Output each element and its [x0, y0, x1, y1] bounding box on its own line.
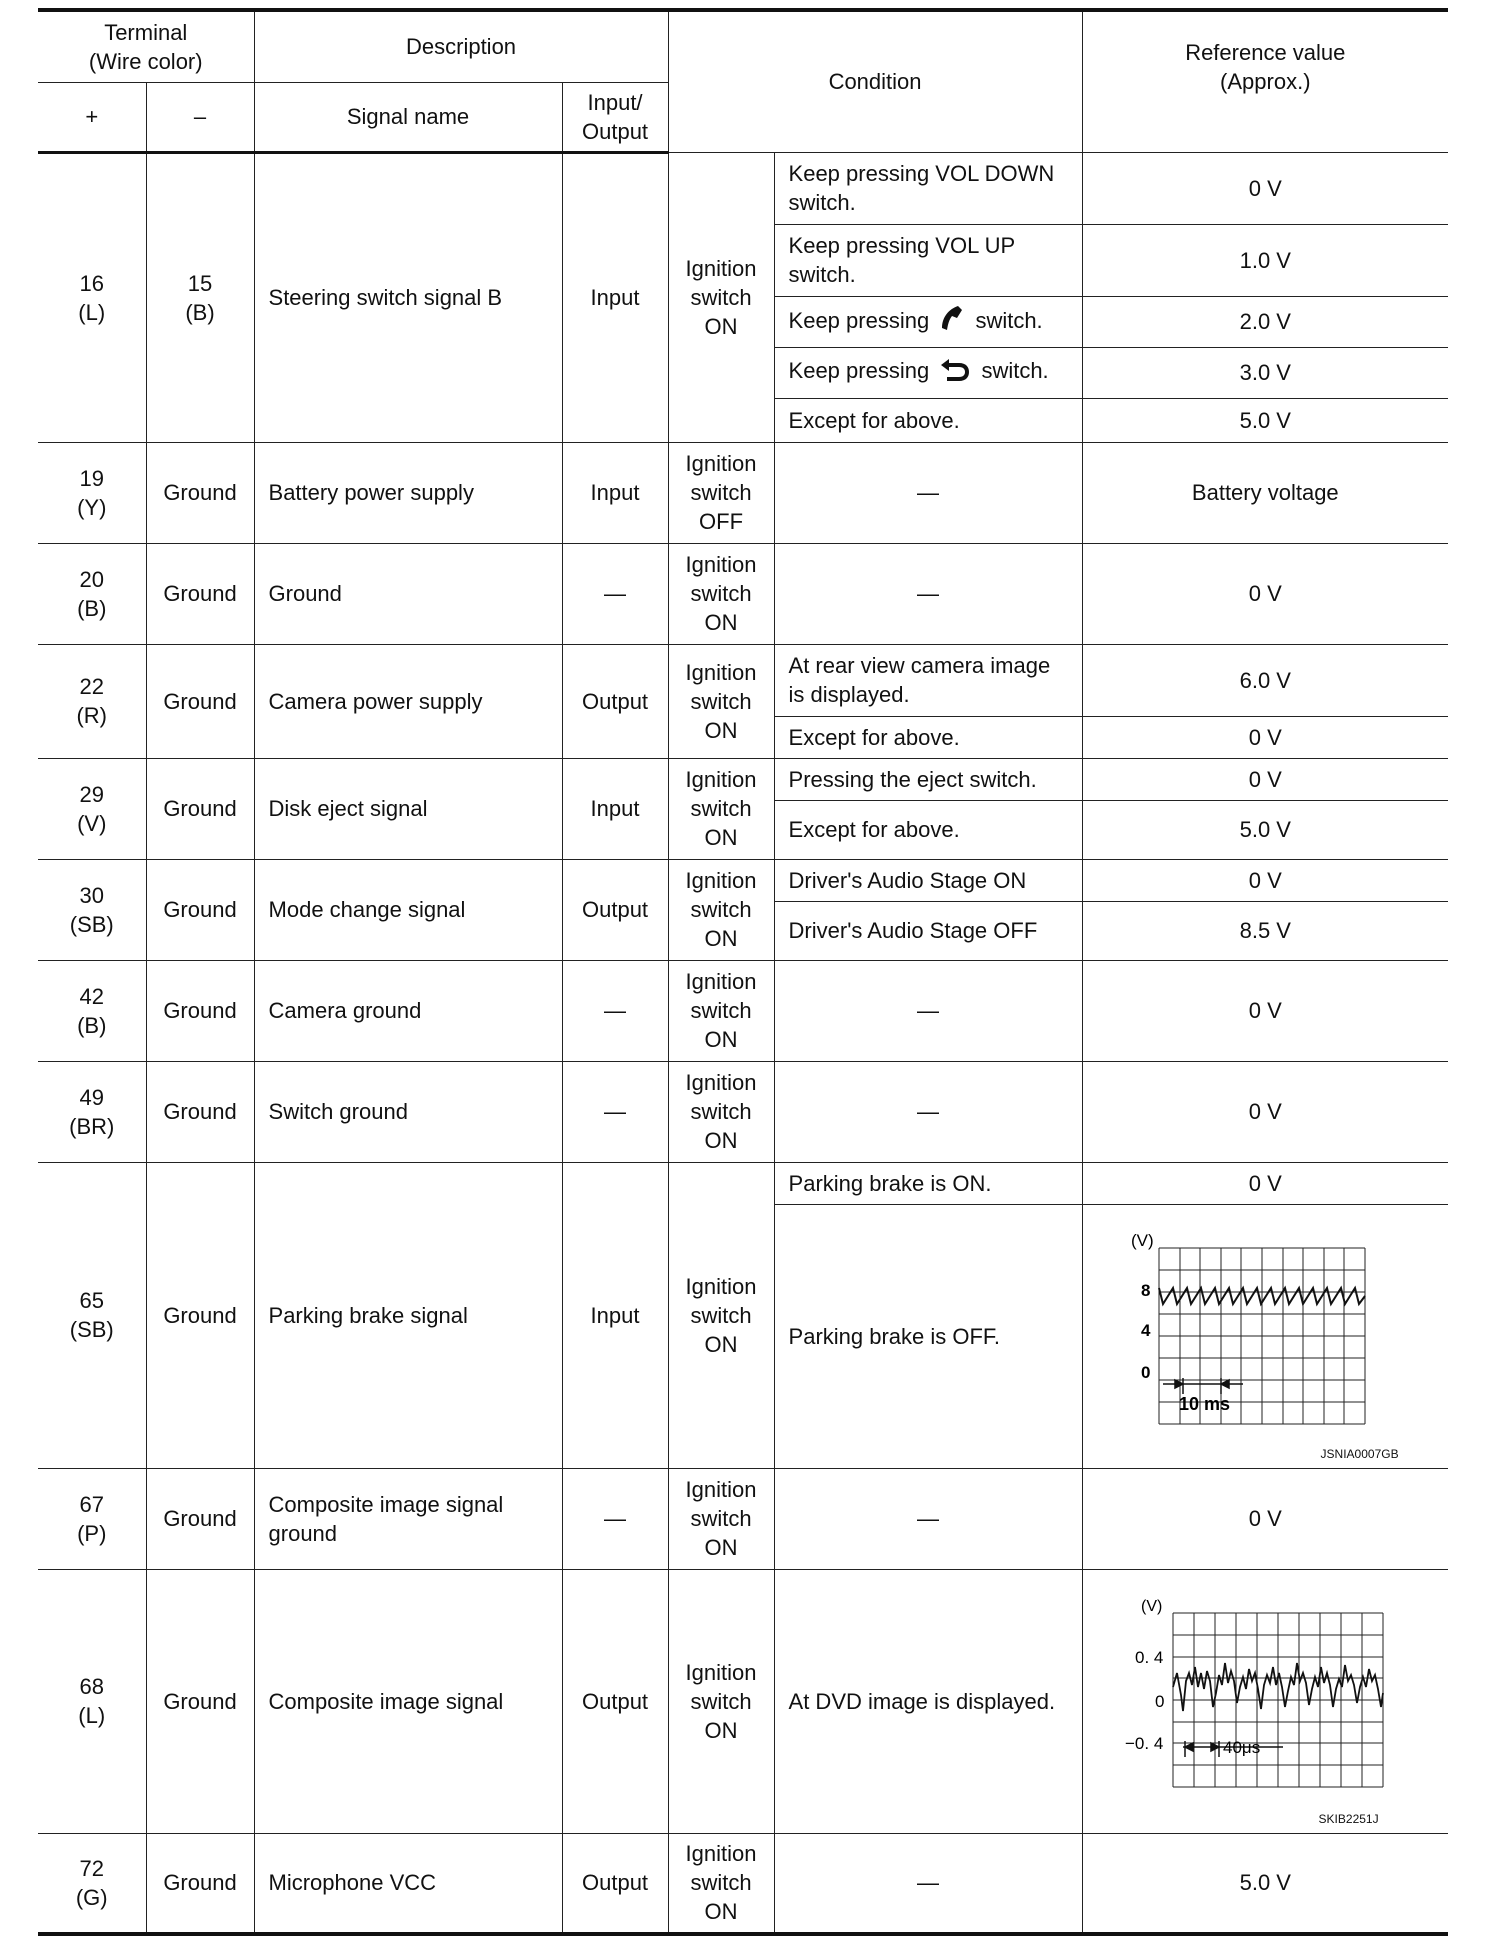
reference-value: 0 V	[1082, 716, 1448, 758]
reference-value: 8.5 V	[1082, 901, 1448, 960]
waveform-y-tick: −0. 4	[1124, 1734, 1163, 1753]
input-output: Output	[562, 859, 668, 960]
plus-terminal: 68 (L)	[38, 1569, 146, 1833]
signal-name: Disk eject signal	[254, 758, 562, 859]
input-output: —	[562, 1468, 668, 1569]
reference-value: 0 V	[1082, 859, 1448, 901]
signal-name: Battery power supply	[254, 442, 562, 543]
condition-cell: —	[774, 1833, 1082, 1934]
table-row	[38, 1833, 1448, 1934]
parking-brake-waveform	[1083, 1212, 1449, 1460]
phone-icon	[939, 304, 965, 339]
table-row	[38, 1468, 1448, 1569]
input-output: —	[562, 960, 668, 1061]
condition-cell: At DVD image is displayed.	[774, 1569, 1082, 1833]
signal-name: Switch ground	[254, 1061, 562, 1162]
ignition-state: Ignition switch ON	[668, 1833, 774, 1934]
reference-value: 6.0 V	[1082, 644, 1448, 716]
input-output: Input	[562, 442, 668, 543]
table-row	[38, 859, 1448, 901]
reference-value: 2.0 V	[1082, 296, 1448, 347]
condition-cell: Driver's Audio Stage OFF	[774, 901, 1082, 960]
minus-terminal: Ground	[146, 1162, 254, 1468]
minus-header: –	[146, 82, 254, 152]
condition-cell: Except for above.	[774, 800, 1082, 859]
reference-value: 3.0 V	[1082, 347, 1448, 398]
plus-terminal: 29 (V)	[38, 758, 146, 859]
input-output-header: Input/ Output	[562, 82, 668, 152]
signal-name: Camera power supply	[254, 644, 562, 758]
minus-terminal: Ground	[146, 859, 254, 960]
plus-terminal: 67 (P)	[38, 1468, 146, 1569]
signal-name: Ground	[254, 543, 562, 644]
condition-cell: —	[774, 1061, 1082, 1162]
reference-value: Battery voltage	[1082, 442, 1448, 543]
plus-terminal: 72 (G)	[38, 1833, 146, 1934]
input-output: Output	[562, 1833, 668, 1934]
ignition-state: Ignition switch ON	[668, 1569, 774, 1833]
signal-name: Composite image signal ground	[254, 1468, 562, 1569]
ignition-state: Ignition switch ON	[668, 1162, 774, 1468]
table-row	[38, 1569, 1448, 1833]
plus-terminal: 16 (L)	[38, 152, 146, 442]
plus-terminal: 65 (SB)	[38, 1162, 146, 1468]
signal-name: Mode change signal	[254, 859, 562, 960]
plus-header: +	[38, 82, 146, 152]
plus-terminal: 19 (Y)	[38, 442, 146, 543]
reference-value	[1082, 1569, 1448, 1833]
terminal-reference-table-page	[38, 8, 1448, 1936]
input-output: Input	[562, 1162, 668, 1468]
condition-cell: At rear view camera image is displayed.	[774, 644, 1082, 716]
condition-cell: Except for above.	[774, 398, 1082, 442]
table-row	[38, 960, 1448, 1061]
terminal-reference-table	[38, 8, 1448, 1936]
minus-terminal: 15 (B)	[146, 152, 254, 442]
figure-code: JSNIA0007GB	[1320, 1447, 1399, 1461]
minus-terminal: Ground	[146, 442, 254, 543]
ignition-state: Ignition switch ON	[668, 758, 774, 859]
minus-terminal: Ground	[146, 758, 254, 859]
condition-cell: Keep pressing switch.	[774, 296, 1082, 347]
back-arrow-icon	[939, 356, 971, 389]
reference-value: 0 V	[1082, 1468, 1448, 1569]
ignition-state: Ignition switch ON	[668, 152, 774, 442]
waveform-y-tick: 0	[1154, 1692, 1165, 1711]
table-row	[38, 758, 1448, 800]
signal-name: Composite image signal	[254, 1569, 562, 1833]
reference-value	[1082, 1204, 1448, 1468]
condition-cell: Parking brake is ON.	[774, 1162, 1082, 1204]
condition-cell: —	[774, 1468, 1082, 1569]
table-row	[38, 543, 1448, 644]
input-output: Output	[562, 644, 668, 758]
reference-value: 0 V	[1082, 960, 1448, 1061]
waveform-y-tick: 8	[1140, 1281, 1151, 1300]
signal-name: Parking brake signal	[254, 1162, 562, 1468]
waveform-unit: (V)	[1140, 1598, 1162, 1615]
reference-value: 0 V	[1082, 152, 1448, 224]
reference-value: 0 V	[1082, 1162, 1448, 1204]
condition-cell: Pressing the eject switch.	[774, 758, 1082, 800]
reference-value: 5.0 V	[1082, 398, 1448, 442]
reference-value: 0 V	[1082, 543, 1448, 644]
reference-value: 1.0 V	[1082, 224, 1448, 296]
description-header: Description	[254, 10, 668, 82]
plus-terminal: 22 (R)	[38, 644, 146, 758]
table-row	[38, 644, 1448, 716]
condition-cell: Keep pressing switch.	[774, 347, 1082, 398]
reference-value: 5.0 V	[1082, 800, 1448, 859]
minus-terminal: Ground	[146, 1569, 254, 1833]
condition-header: Condition	[668, 10, 1082, 152]
composite-image-waveform	[1083, 1577, 1449, 1825]
waveform-unit: (V)	[1130, 1231, 1154, 1250]
condition-cell: Except for above.	[774, 716, 1082, 758]
reference-value: 0 V	[1082, 758, 1448, 800]
waveform-y-tick: 0	[1140, 1363, 1151, 1382]
minus-terminal: Ground	[146, 644, 254, 758]
minus-terminal: Ground	[146, 1833, 254, 1934]
signal-name: Steering switch signal B	[254, 152, 562, 442]
figure-code: SKIB2251J	[1318, 1812, 1379, 1826]
signal-name: Camera ground	[254, 960, 562, 1061]
input-output: Input	[562, 152, 668, 442]
reference-value: 0 V	[1082, 1061, 1448, 1162]
input-output: —	[562, 1061, 668, 1162]
minus-terminal: Ground	[146, 543, 254, 644]
waveform-time-label: 10 ms	[1178, 1394, 1230, 1414]
table-row	[38, 1061, 1448, 1162]
minus-terminal: Ground	[146, 960, 254, 1061]
signal-name-header: Signal name	[254, 82, 562, 152]
table-row	[38, 152, 1448, 224]
condition-cell: Driver's Audio Stage ON	[774, 859, 1082, 901]
plus-terminal: 42 (B)	[38, 960, 146, 1061]
waveform-y-tick: 0. 4	[1134, 1648, 1163, 1667]
input-output: Output	[562, 1569, 668, 1833]
waveform-y-tick: 4	[1140, 1321, 1151, 1340]
input-output: Input	[562, 758, 668, 859]
condition-cell: Parking brake is OFF.	[774, 1204, 1082, 1468]
condition-cell: —	[774, 442, 1082, 543]
table-row	[38, 1162, 1448, 1204]
condition-cell: Keep pressing VOL UP switch.	[774, 224, 1082, 296]
minus-terminal: Ground	[146, 1468, 254, 1569]
condition-cell: Keep pressing VOL DOWN switch.	[774, 152, 1082, 224]
terminal-header: Terminal (Wire color)	[38, 10, 254, 82]
input-output: —	[562, 543, 668, 644]
reference-value: 5.0 V	[1082, 1833, 1448, 1934]
ignition-state: Ignition switch ON	[668, 644, 774, 758]
plus-terminal: 30 (SB)	[38, 859, 146, 960]
plus-terminal: 20 (B)	[38, 543, 146, 644]
condition-cell: —	[774, 960, 1082, 1061]
table-row	[38, 442, 1448, 543]
waveform-time-label: 40μs	[1222, 1738, 1260, 1757]
ignition-state: Ignition switch ON	[668, 859, 774, 960]
reference-value-header: Reference value (Approx.)	[1082, 10, 1448, 152]
signal-name: Microphone VCC	[254, 1833, 562, 1934]
ignition-state: Ignition switch OFF	[668, 442, 774, 543]
ignition-state: Ignition switch ON	[668, 543, 774, 644]
ignition-state: Ignition switch ON	[668, 1468, 774, 1569]
plus-terminal: 49 (BR)	[38, 1061, 146, 1162]
condition-cell: —	[774, 543, 1082, 644]
ignition-state: Ignition switch ON	[668, 960, 774, 1061]
ignition-state: Ignition switch ON	[668, 1061, 774, 1162]
minus-terminal: Ground	[146, 1061, 254, 1162]
